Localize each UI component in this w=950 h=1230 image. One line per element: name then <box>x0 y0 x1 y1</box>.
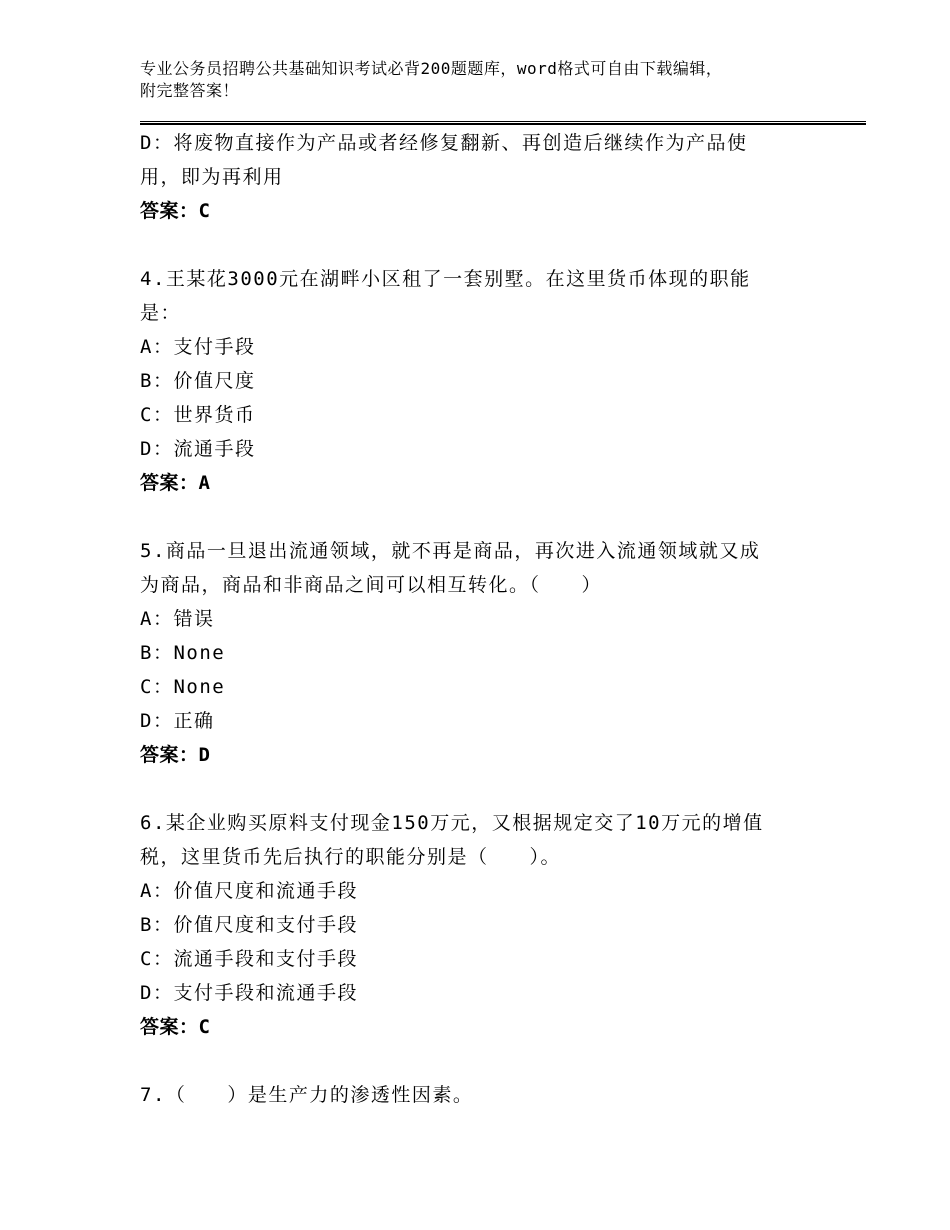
question-stem-line-1: 4.王某花3000元在湖畔小区租了一套别墅。在这里货币体现的职能 <box>140 268 751 290</box>
option-c: C：流通手段和支付手段 <box>140 948 358 970</box>
option-d-line-1: D：将废物直接作为产品或者经修复翻新、再创造后继续作为产品使 <box>140 132 748 154</box>
header-line-1: 专业公务员招聘公共基础知识考试必背200题题库，word格式可自由下载编辑， <box>140 59 723 78</box>
question-7 <box>140 1078 840 1112</box>
option-b: B：None <box>140 642 226 664</box>
option-d: D：流通手段 <box>140 438 256 460</box>
question-stem-line-1: 7.（ ）是生产力的渗透性因素。 <box>140 1084 474 1106</box>
option-c: C：世界货币 <box>140 404 256 426</box>
header-line-2: 附完整答案！ <box>140 81 240 100</box>
option-b: B：价值尺度和支付手段 <box>140 914 358 936</box>
option-a: A：支付手段 <box>140 336 256 358</box>
answer-label: 答案：C <box>140 200 211 222</box>
question-4 <box>140 262 840 500</box>
question-stem-line-1: 6.某企业购买原料支付现金150万元，又根据规定交了10万元的增值 <box>140 812 764 834</box>
header-divider <box>140 121 866 125</box>
page-header <box>140 58 820 102</box>
document-body <box>140 126 840 1112</box>
option-d: D：支付手段和流通手段 <box>140 982 358 1004</box>
option-c: C：None <box>140 676 226 698</box>
option-a: A：错误 <box>140 608 215 630</box>
option-d-line-2: 用，即为再利用 <box>140 166 284 188</box>
option-b: B：价值尺度 <box>140 370 256 392</box>
option-d: D：正确 <box>140 710 215 732</box>
question-stem-line-1: 5.商品一旦退出流通领域，就不再是商品，再次进入流通领域就又成 <box>140 540 761 562</box>
question-stem-line-2: 为商品，商品和非商品之间可以相互转化。（ ） <box>140 574 603 596</box>
answer-label: 答案：A <box>140 472 211 494</box>
question-3-tail <box>140 126 840 228</box>
question-stem-line-2: 税，这里货币先后执行的职能分别是（ ）。 <box>140 846 562 868</box>
question-stem-line-2: 是： <box>140 302 182 324</box>
answer-label: 答案：C <box>140 1016 211 1038</box>
question-5 <box>140 534 840 772</box>
answer-label: 答案：D <box>140 744 211 766</box>
question-6 <box>140 806 840 1044</box>
option-a: A：价值尺度和流通手段 <box>140 880 358 902</box>
